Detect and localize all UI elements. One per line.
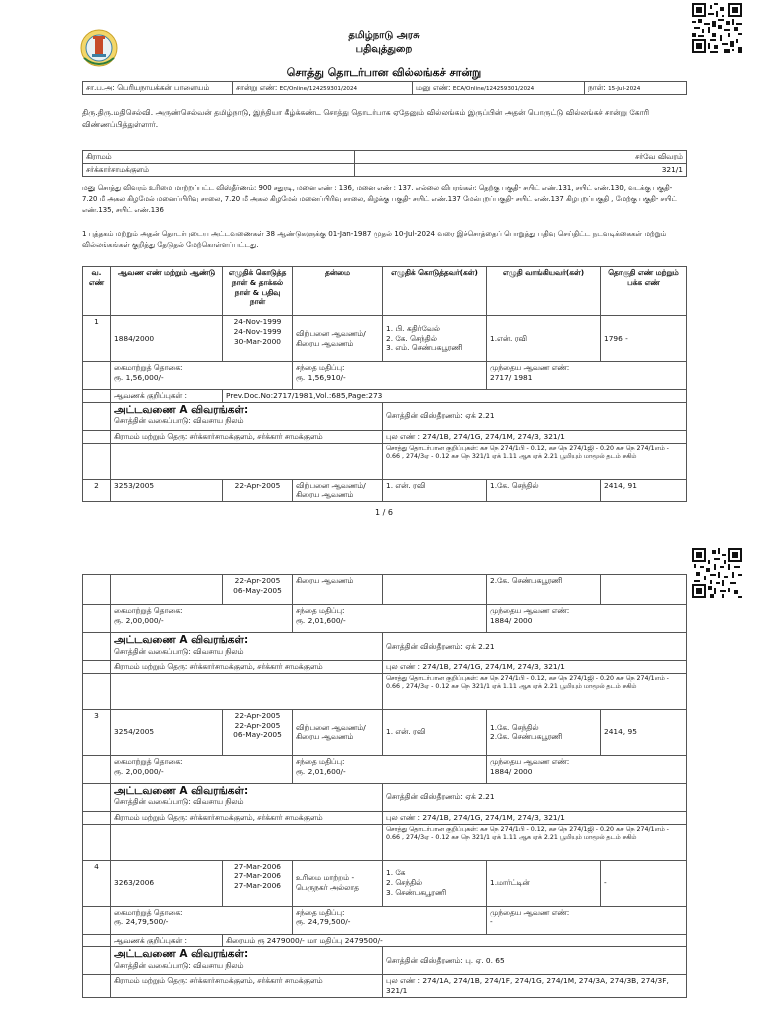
col-header: தொகுதி எண் மற்றும் பக்க எண் xyxy=(601,267,687,316)
table-row xyxy=(83,443,687,479)
extent-cell: சொத்தின் விஸ்தீரணம்: ஏக் 2.21 xyxy=(383,633,687,661)
executants: 1. என். ரவி xyxy=(383,709,487,755)
entry-no: 2 xyxy=(83,479,111,502)
page-number: 1 / 6 xyxy=(375,508,393,517)
survey-numbers: புல எண் : 274/1B, 274/1G, 274/1M, 274/3, 321/1 xyxy=(383,661,687,674)
schedule-cell: அட்டவணை A விவரங்கள்: சொத்தின் வகைப்பாடு: விவசாய நிலம் xyxy=(111,633,383,661)
table-row xyxy=(83,975,687,998)
claimants: 1.என். ரவி xyxy=(487,316,601,362)
nature: உரிமை மாற்றம் - பெருநகர் அல்லாத xyxy=(293,860,383,906)
nature: விற்பனை ஆவணம்/ கிரைய ஆவணம் xyxy=(293,709,383,755)
consideration-cell: கைமாற்றுத் தொகை: ரூ. 24,79,500/- xyxy=(111,906,293,934)
col-header: தன்மை xyxy=(293,267,383,316)
qr-code-icon xyxy=(692,548,742,598)
table-row xyxy=(83,605,687,633)
market-value-cell: சந்தை மதிப்பு: ரூ. 2,01,600/- xyxy=(293,605,487,633)
table-row xyxy=(83,673,687,709)
village-table xyxy=(82,150,687,177)
consideration-cell: கைமாற்றுத் தொகை: ரூ. 1,56,000/- xyxy=(111,362,293,390)
entry-dates: 22-Apr-2005 06-May-2005 xyxy=(223,575,293,605)
schedule-cell: அட்டவணை A விவரங்கள்: சொத்தின் வகைப்பாடு: விவசாய நிலம் xyxy=(111,783,383,811)
property-remarks: சொத்து தொடர்பான குறிப்புகள்: கச நெ 274/1பி - 0.12, கச நெ 274/1ஜி - 0.20 கச நெ 274/1எம் - 0.66 , 274/3ஏ - 0.12 கச நெ 321/1 ஏக் 1.11 ஆக ஏக் 2.21 பூமியும் மாமூல் தடம் சகிம் xyxy=(383,824,687,860)
gov-name: தமிழ்நாடு அரசு xyxy=(348,30,420,41)
entries-table-page1 xyxy=(82,266,687,502)
village-street: கிராமம் மற்றும் தெரு: சர்க்கார்சாமக்குளம், சர்க்கார் சாமக்குளம் xyxy=(111,811,383,824)
survey-numbers: புல எண் : 274/1A, 274/1B, 274/1F, 274/1G, 274/1M, 274/3A, 274/3B, 274/3F, 321/1 xyxy=(383,975,687,998)
nature-cont: கிரைய ஆவணம் xyxy=(293,575,383,605)
entry-no: 3 xyxy=(83,709,111,755)
prev-doc-cell: முந்தைய ஆவண எண்: 1884/ 2000 xyxy=(487,605,687,633)
executants: 1. கே 2. செந்தில் 3. செண்பகபூரணி xyxy=(383,860,487,906)
remarks-label: ஆவணக் குறிப்புகள் : xyxy=(111,390,223,403)
cert-no: EC/Online/124259301/2024 xyxy=(279,86,358,92)
appl-no-cell: மனு எண்: ECA/Online/124259301/2024 xyxy=(413,82,585,95)
prev-doc-cell: முந்தைய ஆவண எண்: 1884/ 2000 xyxy=(487,755,687,783)
col-header: ஆவண எண் மற்றும் ஆண்டு xyxy=(111,267,223,316)
table-row xyxy=(83,479,687,502)
nature: விற்பனை ஆவணம்/ கிரைய ஆவணம் xyxy=(293,316,383,362)
market-value-cell: சந்தை மதிப்பு: ரூ. 24,79,500/- xyxy=(293,906,487,934)
date-value: 15-Jul-2024 xyxy=(608,86,641,92)
claimants: 2.கே. செண்பகபூரணி xyxy=(487,575,601,605)
entries-table-page2 xyxy=(82,574,687,998)
claimants: 1.கே. செந்தில் xyxy=(487,479,601,502)
col-header: எழுதிக் கொடுத்த நாள் & தாக்கல் நாள் & பதிவு நாள் xyxy=(223,267,293,316)
survey-value: 321/1 xyxy=(355,163,687,176)
village-value: சர்க்கார்சாமக்குளம் xyxy=(83,163,355,176)
table-row xyxy=(83,906,687,934)
extent-cell: சொத்தின் விஸ்தீரணம்: ஏக் 2.21 xyxy=(383,402,687,430)
cert-no-cell: சான்று எண்: EC/Online/124259301/2024 xyxy=(233,82,413,95)
consideration-cell: கைமாற்றுத் தொகை: ரூ. 2,00,000/- xyxy=(111,605,293,633)
entry-no: 4 xyxy=(83,860,111,906)
table-row xyxy=(83,860,687,906)
survey-numbers: புல எண் : 274/1B, 274/1G, 274/1M, 274/3, 321/1 xyxy=(383,430,687,443)
volume-page: - xyxy=(601,860,687,906)
volume-page: 1796 - xyxy=(601,316,687,362)
doc-no: 3263/2006 xyxy=(111,860,223,906)
page-title: சொத்து தொடர்பான வில்லங்கச் சான்று xyxy=(286,66,482,79)
entry-dates: 27-Mar-2006 27-Mar-2006 27-Mar-2006 xyxy=(223,860,293,906)
schedule-cell: அட்டவணை A விவரங்கள்: சொத்தின் வகைப்பாடு: விவசாய நிலம் xyxy=(111,947,383,975)
table-header-row xyxy=(83,267,687,316)
table-row xyxy=(83,755,687,783)
search-description: 1 புத்தகம் மற்றும் அதன் தொடர்புடைய அட்டவணைகள் 38 ஆண்டுகளுக்கு 01-Jan-1987 முதல் 10-Jul-2024 வரை இச்சொத்தைப் பொறுத்து பதிவு செய்திட்ட நடவடிக்கைகள் மற்றும் வில்லங்கங்கள் குறித்து தேடுதல் மேற்கொள்ளப்பட்டது. xyxy=(82,229,667,250)
extent-cell: சொத்தின் விஸ்தீரணம்: பு. ஏ. 0. 65 xyxy=(383,947,687,975)
property-remarks: சொத்து தொடர்பான குறிப்புகள்: கச நெ 274/1பி - 0.12, கச நெ 274/1ஜி - 0.20 கச நெ 274/1எம் - 0.66 , 274/3ஏ - 0.12 கச நெ 321/1 ஏக் 1.11 ஆக ஏக் 2.21 பூமியும் மாமூல் தடம் சகிம் xyxy=(383,673,687,709)
appl-no: ECA/Online/124259301/2024 xyxy=(452,86,535,92)
office-name: சா.ப.அ: பெரியநாயக்கன் பாளையம் xyxy=(83,82,233,95)
executants: 1. பி. கதிர்வேல் 2. கே. செந்தில் 3. எம். செண்பகபூரணி xyxy=(383,316,487,362)
table-row xyxy=(83,316,687,362)
col-header: எழுதிக் கொடுத்தவர்(கள்) xyxy=(383,267,487,316)
schedule-cell: அட்டவணை A விவரங்கள்: சொத்தின் வகைப்பாடு: விவசாய நிலம் xyxy=(111,402,383,430)
entry-dates: 22-Apr-2005 22-Apr-2005 06-May-2005 xyxy=(223,709,293,755)
page-gap xyxy=(0,528,768,550)
table-row xyxy=(83,824,687,860)
meta-table xyxy=(82,81,687,95)
extent-cell: சொத்தின் விஸ்தீரணம்: ஏக் 2.21 xyxy=(383,783,687,811)
table-row xyxy=(83,633,687,661)
remarks-value: கிரையம் ரூ 2479000/- மா மதிப்பு 2479500/- xyxy=(223,934,687,947)
table-row xyxy=(83,783,687,811)
doc-no: 1884/2000 xyxy=(111,316,223,362)
table-row xyxy=(83,390,687,403)
volume-page: 2414, 91 xyxy=(601,479,687,502)
col-header: எழுதி வாங்கியவர்(கள்) xyxy=(487,267,601,316)
page-2 xyxy=(0,548,768,1024)
village-label: கிராமம் xyxy=(83,151,355,164)
survey-label: சர்வே விவரம் xyxy=(355,151,687,164)
property-description: மனு சொத்து விவரம் உரிமை மாற்றப்பட்ட விஸ்தீர்ணம்: 900 சதுரடி, மனை எண் : 136, மனை எண் : 137. எல்லை விபரங்கள்: தெற்கு பகுதி- சயிட் எண்.131, சயிட் எண்.130, வடக்கு பகுதி- 7.20 மீ அகல கிழமேல் மனைப்பிரிவு சாலை, 7.20 மீ அகல கிழமேல் மனைப்பிரிவு சாலை, கிழக்கு பகுதி- சயிட் எண்.137 மேல்புறப்பகுதி- சயிட் எண்.137 கிழபுறப்பகுதி , மேற்கு பகுதி- சயிட் எண்.135, சயிட் எண்.136 xyxy=(82,184,677,215)
table-row xyxy=(83,709,687,755)
market-value-cell: சந்தை மதிப்பு: ரூ. 1,56,910/- xyxy=(293,362,487,390)
col-header: வ. எண் xyxy=(83,267,111,316)
prev-doc-cell: முந்தைய ஆவண எண்: 2717/ 1981 xyxy=(487,362,687,390)
intro-paragraph: திரு.திரு.மதிசெல்வி. அருண்செல்வன் தமிழ்நாடு, இந்தியா கீழ்க்கண்ட சொத்து தொடர்பாக ஏதேனும் வில்லங்கம் இருப்பின் அதன் பொருட்டு வில்லங்கச் சான்று கோரி விண்ணப்பித்துள்ளார். xyxy=(82,108,650,130)
table-row xyxy=(83,362,687,390)
claimants: 1.கே. செந்தில் 2.கே. செண்பகபூரணி xyxy=(487,709,601,755)
nature: விற்பனை ஆவணம்/ கிரைய ஆவணம் xyxy=(293,479,383,502)
table-row xyxy=(83,402,687,430)
executants: 1. என். ரவி xyxy=(383,479,487,502)
market-value-cell: சந்தை மதிப்பு: ரூ. 2,01,600/- xyxy=(293,755,487,783)
village-street: கிராமம் மற்றும் தெரு: சர்க்கார்சாமக்குளம், சர்க்கார் சாமக்குளம் xyxy=(111,661,383,674)
consideration-cell: கைமாற்றுத் தொகை: ரூ. 2,00,000/- xyxy=(111,755,293,783)
department-name: பதிவுத்துறை xyxy=(355,44,413,55)
survey-numbers: புல எண் : 274/1B, 274/1G, 274/1M, 274/3, 321/1 xyxy=(383,811,687,824)
remarks-label: ஆவணக் குறிப்புகள் : xyxy=(111,934,223,947)
remarks-value: Prev.Doc.No:2717/1981,Vol.:685,Page:273 xyxy=(223,390,687,403)
table-row xyxy=(83,811,687,824)
entry-no: 1 xyxy=(83,316,111,362)
entry-date: 22-Apr-2005 xyxy=(223,479,293,502)
village-street: கிராமம் மற்றும் தெரு: சர்க்கார்சாமக்குளம், சர்க்கார் சாமக்குளம் xyxy=(111,975,383,998)
doc-no: 3253/2005 xyxy=(111,479,223,502)
table-row xyxy=(83,661,687,674)
village-street: கிராமம் மற்றும் தெரு: சர்க்கார்சாமக்குளம், சர்க்கார் சாமக்குளம் xyxy=(111,430,383,443)
entry-dates: 24-Nov-1999 24-Nov-1999 30-Mar-2000 xyxy=(223,316,293,362)
prev-doc-cell: முந்தைய ஆவண எண்: - xyxy=(487,906,687,934)
date-cell: நாள்: 15-Jul-2024 xyxy=(585,82,687,95)
claimants: 1.மார்ட்டின் xyxy=(487,860,601,906)
table-row xyxy=(83,575,687,605)
table-row xyxy=(83,430,687,443)
qr-code-icon xyxy=(692,3,742,53)
doc-no: 3254/2005 xyxy=(111,709,223,755)
table-row xyxy=(83,947,687,975)
property-remarks: சொத்து தொடர்பான குறிப்புகள்: கச நெ 274/1பி - 0.12, கச நெ 274/1ஜி - 0.20 கச நெ 274/1எம் - 0.66 , 274/3ஏ - 0.12 கச நெ 321/1 ஏக் 1.11 ஆக ஏக் 2.21 பூமியும் மாமூல் தடம் சகிம் xyxy=(383,443,687,479)
table-row xyxy=(83,934,687,947)
volume-page: 2414, 95 xyxy=(601,709,687,755)
